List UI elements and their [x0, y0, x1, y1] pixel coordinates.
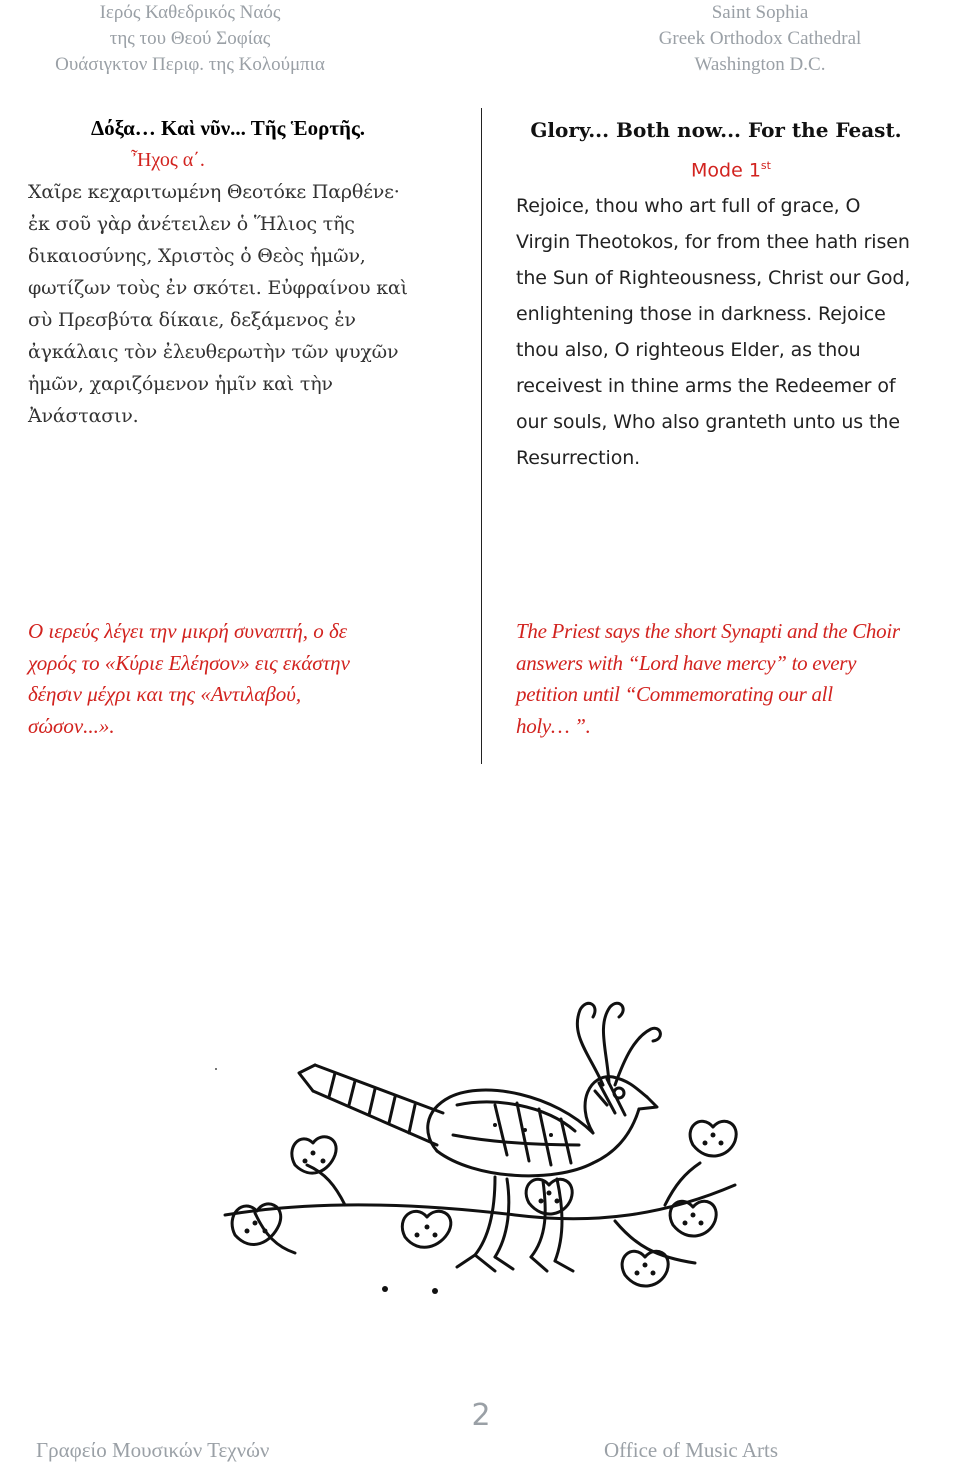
header-left-line: Ουάσιγκτον Περιφ. της Κολούμπια [55, 54, 325, 75]
english-rubric-line: petition until “Commemorating our all [516, 682, 833, 706]
english-hymn-line: Rejoice, thou who art full of grace, O [516, 195, 861, 218]
greek-hymn-line: ἀγκάλαις τὸν ἐλευθερωτὴν τῶν ψυχῶν [28, 341, 399, 363]
header-right-line: Washington D.C. [694, 54, 826, 75]
greek-hymn-line: φωτίζων τοὺς ἐν σκότει. Εὐφραίνου καὶ [28, 277, 408, 299]
english-rubric-line: answers with “Lord have mercy” to every [516, 650, 857, 675]
english-rubric-line: The Priest says the short Synapti and the Choir [516, 619, 900, 643]
greek-heading: Δόξα… Καὶ νῦν... Τῆς Ἑορτῆς. [90, 116, 366, 140]
greek-rubric [28, 616, 458, 742]
header-right-line: Greek Orthodox Cathedral [658, 28, 862, 49]
footer-right: Office of Music Arts [604, 1438, 778, 1462]
english-mode-superscript: st [760, 159, 771, 172]
greek-hymn-line: Χαῖρε κεχαριτωμένη Θεοτόκε Παρθένε· [28, 181, 400, 203]
greek-rubric-line: χορός το «Κύριε Ελέησον» εις εκάστην [28, 650, 350, 675]
english-hymn-line: receivest in thine arms the Redeemer of [516, 375, 896, 398]
english-hymn-section [516, 112, 956, 476]
header-right-line: Saint Sophia [711, 2, 809, 23]
english-hymn-line: Virgin Theotokos, for from thee hath risen [516, 231, 910, 254]
peacock-illustration [195, 985, 755, 1300]
greek-mode: Ἦχος α΄. [131, 149, 205, 171]
greek-hymn-line: δικαιοσύνης, Χριστὸς ὁ Θεὸς ἡμῶν, [28, 245, 366, 267]
greek-hymn-line: σὺ Πρεσβύτα δίκαιε, δεξάμενος ἐν [28, 309, 356, 331]
greek-rubric-line: Ο ιερεύς λέγει την μικρή συναπτή, ο δε [28, 619, 348, 643]
english-hymn-line: the Sun of Righteousness, Christ our God, [516, 267, 911, 290]
greek-hymn-line: Ἀνάστασιν. [28, 405, 139, 427]
english-hymn-line: enlightening those in darkness. Rejoice [516, 303, 886, 326]
greek-hymn-line: ἡμῶν, χαριζόμενον ἡμῖν καὶ τὴν [28, 373, 333, 395]
greek-hymn-text [28, 176, 458, 432]
footer-left: Γραφείο Μουσικών Τεχνών [36, 1438, 270, 1462]
english-hymn-text [516, 188, 956, 476]
header-left-line: Ιερός Καθεδρικός Ναός [99, 2, 281, 23]
header-left-line: της του Θεού Σοφίας [109, 28, 271, 49]
header-right [600, 0, 920, 78]
english-hymn-line: Resurrection. [516, 447, 641, 470]
english-rubric-line: holy… ”. [516, 713, 591, 738]
english-mode-text: Mode 1 [691, 159, 761, 182]
greek-rubric-line: δέησιν μέχρι και της «Αντιλαβού, [28, 682, 302, 706]
english-rubric [516, 616, 956, 742]
english-mode [516, 148, 946, 188]
page-number: 2 [471, 1398, 491, 1433]
greek-rubric-line: σώσον...». [28, 713, 115, 738]
english-hymn-line: our souls, Who also granteth unto us the [516, 411, 900, 434]
greek-hymn-line: ἐκ σοῦ γὰρ ἀνέτειλεν ὁ Ἥλιος τῆς [28, 213, 355, 235]
english-heading: Glory... Both now... For the Feast. [530, 118, 902, 142]
english-hymn-line: thou also, O righteous Elder, as thou [516, 339, 861, 362]
column-divider [481, 108, 482, 764]
greek-hymn-section [28, 112, 458, 432]
header-left [20, 0, 360, 78]
